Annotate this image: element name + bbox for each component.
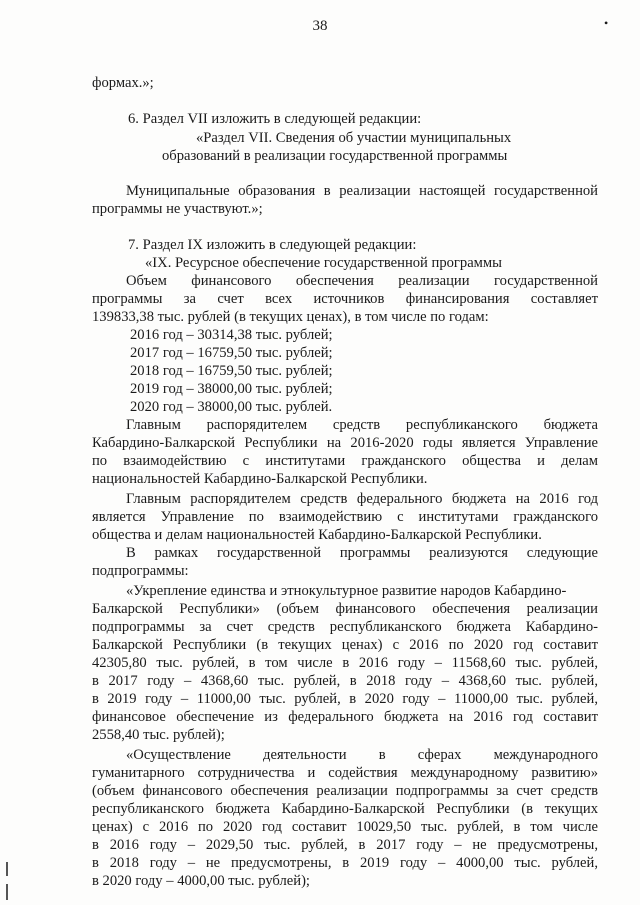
text-line: в 2020 году – 4000,00 тыс. рублей); xyxy=(92,873,310,889)
text-line: в 2019 году – 11000,00 тыс. рублей, в 2020 году – 11000,00 тыс. рублей, xyxy=(92,691,598,707)
text-line: 7. Раздел IX изложить в следующей редакции: xyxy=(128,237,417,253)
corner-mark: • xyxy=(604,16,609,30)
text-line: Балкарской Республики» (объем финансового обеспечения реализации xyxy=(92,601,598,617)
text-line: (объем финансового обеспечения реализации подпрограммы за счет средств xyxy=(92,783,598,799)
text-line: Кабардино-Балкарской Республики на 2016-2020 годы является Управление xyxy=(92,435,598,451)
text-line: программы за счет всех источников финансирования составляет xyxy=(92,291,598,307)
text-line: 42305,80 тыс. рублей, в том числе в 2016 году – 11568,60 тыс. рублей, xyxy=(92,655,598,671)
text-line: национальностей Кабардино-Балкарской Республики. xyxy=(92,471,428,487)
text-line: В рамках государственной программы реализуются следующие xyxy=(126,545,598,561)
year-amount: 2019 год – 38000,00 тыс. рублей; xyxy=(130,381,333,397)
text-line: подпрограммы за счет средств республиканского бюджета Кабардино- xyxy=(92,619,598,635)
year-amount: 2016 год – 30314,38 тыс. рублей; xyxy=(130,327,333,343)
text-line: ценах) с 2016 по 2020 год составит 10029,50 тыс. рублей, в том числе xyxy=(92,819,598,835)
scan-edge-mark xyxy=(6,862,8,876)
text-line: республиканского бюджета Кабардино-Балкарской Республики (в текущих xyxy=(92,801,598,817)
text-line: финансовое обеспечение из федерального бюджета на 2016 год составит xyxy=(92,709,598,725)
text-line: Главным распорядителем средств республиканского бюджета xyxy=(126,417,598,433)
scan-edge-mark xyxy=(6,884,8,900)
text-line: Балкарской Республики (в текущих ценах) с 2016 по 2020 год составит xyxy=(92,637,598,653)
text-line: 2558,40 тыс. рублей); xyxy=(92,727,225,743)
section-heading: «IX. Ресурсное обеспечение государственной программы xyxy=(145,255,502,271)
section-heading: образований в реализации государственной программы xyxy=(162,148,508,164)
text-line: в 2017 году – 4368,60 тыс. рублей, в 2018 году – 4368,60 тыс. рублей, xyxy=(92,673,598,689)
text-line: Объем финансового обеспечения реализации государственной xyxy=(126,273,598,289)
year-amount: 2020 год – 38000,00 тыс. рублей. xyxy=(130,399,333,415)
text-line: гуманитарного сотрудничества и содействия международному развитию» xyxy=(92,765,598,781)
text-line: в 2016 году – 2029,50 тыс. рублей, в 2017 году – не предусмотрены, xyxy=(92,837,598,853)
year-amount: 2018 год – 16759,50 тыс. рублей; xyxy=(130,363,333,379)
text-line: Главным распорядителем средств федерального бюджета на 2016 год xyxy=(126,491,598,507)
text-line: Муниципальные образования в реализации настоящей государственной xyxy=(126,183,598,199)
text-line: 6. Раздел VII изложить в следующей редакции: xyxy=(128,111,422,127)
text-line: формах.»; xyxy=(92,75,154,91)
text-line: 139833,38 тыс. рублей (в текущих ценах), в том числе по годам: xyxy=(92,309,489,325)
text-line: «Осуществление деятельности в сферах международного xyxy=(126,747,598,763)
page-number: 38 xyxy=(312,18,328,34)
text-line: «Укрепление единства и этнокультурное развитие народов Кабардино- xyxy=(126,583,567,599)
year-amount: 2017 год – 16759,50 тыс. рублей; xyxy=(130,345,333,361)
text-line: программы не участвуют.»; xyxy=(92,201,263,217)
text-line: в 2018 году – не предусмотрены, в 2019 году – 4000,00 тыс. рублей, xyxy=(92,855,598,871)
section-heading: «Раздел VII. Сведения об участии муниципальных xyxy=(196,130,512,146)
text-line: общества и делам национальностей Кабардино-Балкарской Республики. xyxy=(92,527,542,543)
text-line: является Управление по взаимодействию с институтами гражданского xyxy=(92,509,598,525)
text-line: по взаимодействию с институтами гражданского общества и делам xyxy=(92,453,598,469)
text-line: подпрограммы: xyxy=(92,563,189,579)
